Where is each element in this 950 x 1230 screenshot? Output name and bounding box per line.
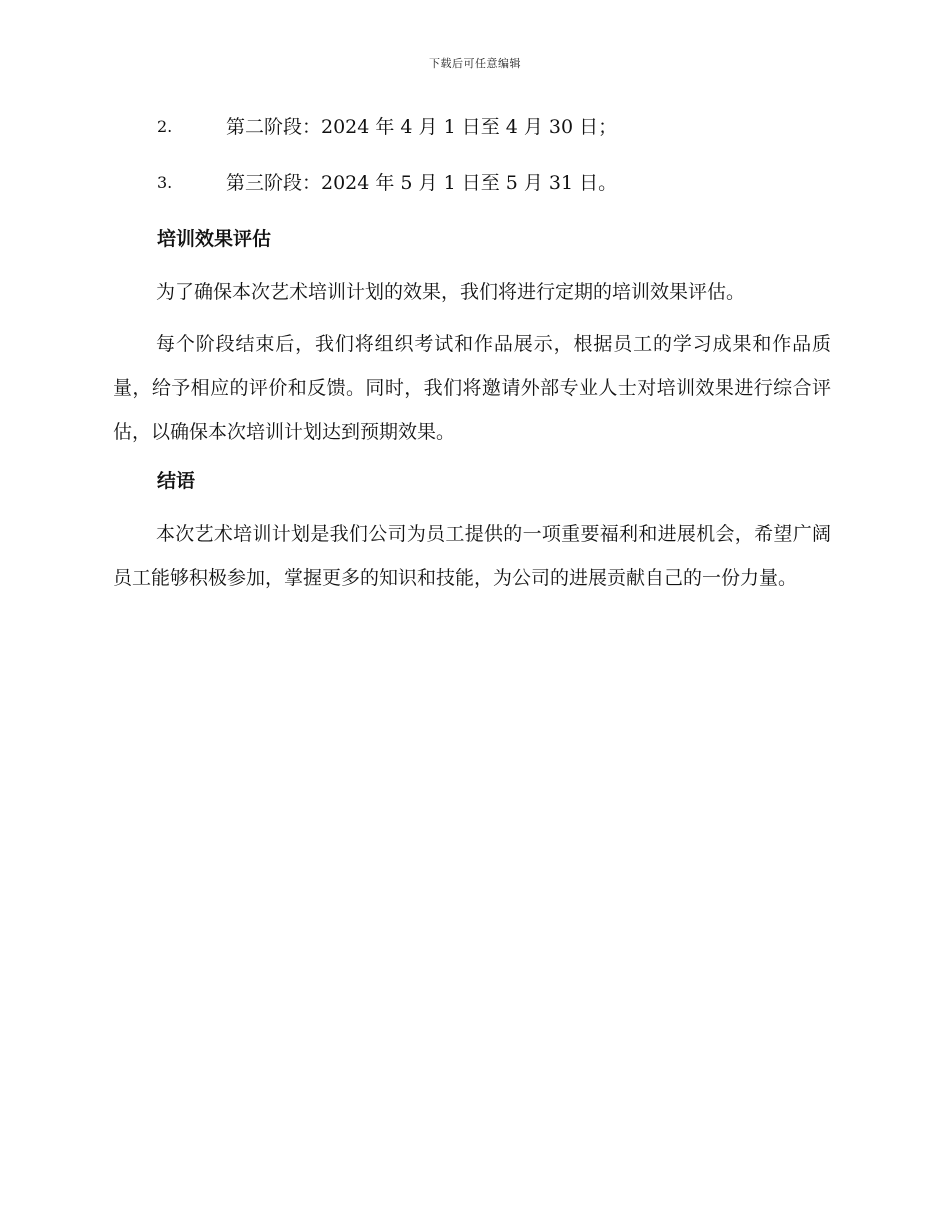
list-item (113, 164, 831, 202)
paragraph: 为了确保本次艺术培训计划的效果，我们将进行定期的培训效果评估。 (156, 281, 746, 303)
list-number: 3. (157, 173, 173, 192)
paragraph: 每个阶段结束后，我们将组织考试和作品展示，根据员工的学习成果和作品质量，给予相应的评价和反馈。同时，我们将邀请外部专业人士对培训效果进行综合评估，以确保本次培训计划达到预期效果。 (113, 333, 831, 443)
list-item (113, 108, 831, 146)
page-header: 下载后可任意编辑 (429, 57, 521, 70)
section-heading-evaluation: 培训效果评估 (157, 228, 272, 250)
paragraph: 本次艺术培训计划是我们公司为员工提供的一项重要福利和进展机会，希望广阔员工能够积极参加，掌握更多的知识和技能，为公司的进展贡献自己的一份力量。 (113, 523, 831, 589)
list-number: 2. (157, 117, 173, 136)
section-heading-conclusion: 结语 (157, 470, 196, 492)
list-text: 第三阶段：2024 年 5 月 1 日至 5 月 31 日。 (226, 172, 618, 194)
list-text: 第二阶段：2024 年 4 月 1 日至 4 月 30 日； (226, 116, 618, 138)
document-body (113, 108, 831, 608)
